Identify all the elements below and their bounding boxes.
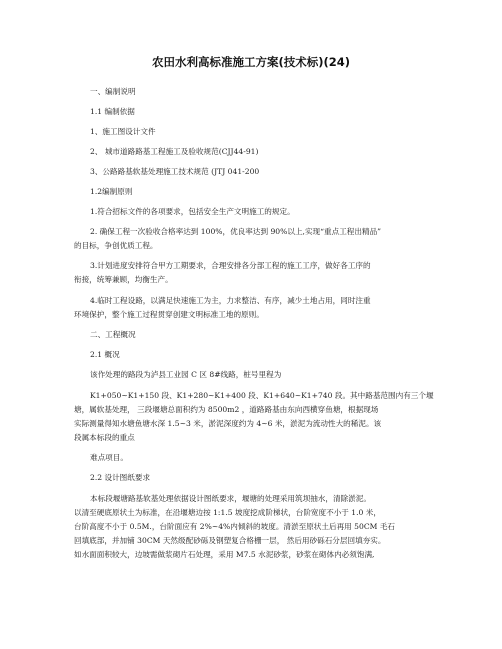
paragraph-line: 塘，属软基处理， 三段堰塘总面积约为 8500m2 ，道路路基由东向西横穿鱼塘，根据现场: [74, 405, 379, 414]
paragraph-line: 的目标，争创优质工程。: [74, 241, 158, 250]
list-item: 1、施工图设计文件: [90, 127, 156, 136]
page-title: 农田水利高标准施工方案(技术标)(24): [151, 55, 351, 69]
paragraph-line: 3.计划进度安排符合甲方工期要求，合理安排各分部工程的施工工序，做好各工序的: [90, 261, 371, 270]
paragraph-line: 台阶高度不小于 0.5M.，台阶面应有 2%~4%内倾斜的坡度。清淤至原状土后再用 50CM 毛石: [74, 522, 396, 531]
paragraph-line: 2. 确保工程一次验收合格率达到 100%，优良率达到 90%以上,实现“重点工程出精品”: [90, 227, 382, 236]
paragraph-line: K1+050~K1+150 段、K1+280~K1+400 段、K1+640~K1+740 段。其中路基范围内有三个堰: [90, 391, 434, 400]
paragraph-line: 1.符合招标文件的各项要求，包括安全生产文明施工的规定。: [90, 207, 295, 216]
paragraph-line: 实际测量得知水塘鱼塘水深 1.5~3 米，淤泥深度约为 4~6 米，淤泥为流动性大的稀泥。该: [74, 419, 382, 428]
paragraph-line: 段属本标段的重点: [74, 433, 135, 442]
paragraph-line: 该作处理的路段为泸县工业园 C 区 8#线路，桩号里程为: [90, 370, 282, 379]
paragraph-line: 4.临时工程设路，以满足快速施工为主，力求整洁、有序，减少土地占用，同时注重: [90, 296, 371, 305]
subsection-heading: 2.2 设计图纸要求: [90, 473, 151, 482]
subsection-heading: 1.1 编制依据: [90, 107, 135, 116]
list-item: 2、 城市道路路基工程施工及验收规范(CJJ44-91): [90, 147, 259, 156]
subsection-heading: 2.1 概况: [90, 350, 120, 359]
paragraph-line: 环境保护，整个施工过程贯穿创建文明标准工地的原则。: [74, 310, 264, 319]
paragraph-line: 回填底部，并加铺 30CM 天然级配砂砾及钢塑复合格栅一层， 然后用砂砾石分层回填夯实。: [74, 536, 386, 545]
list-item: 3、公路路基软基处理施工技术规范 (JTJ 041-200: [90, 167, 260, 176]
section-heading: 二、工程概况: [90, 330, 136, 339]
section-heading: 一、编制说明: [90, 87, 136, 96]
paragraph-line: 以清至硬底原状土为标准，在沿堰塘边按 1:1.5 坡度挖成阶梯状，台阶宽度不小于 1.0 米，: [74, 508, 381, 517]
paragraph-line: 难点项目。: [90, 453, 128, 462]
paragraph-line: 衔接，统筹兼顾，均衡生产。: [74, 275, 173, 284]
paragraph-line: 如水面面积较大，边坡需做浆砌片石处理，采用 M7.5 水泥砂浆，砂浆在砌体内必须饱满,: [74, 550, 375, 559]
subsection-heading: 1.2编制原则: [90, 187, 133, 196]
paragraph-line: 本标段堰塘路基软基处理依据设计图纸要求，堰塘的处理采用筑坝抽水，清除淤泥。: [90, 494, 371, 503]
